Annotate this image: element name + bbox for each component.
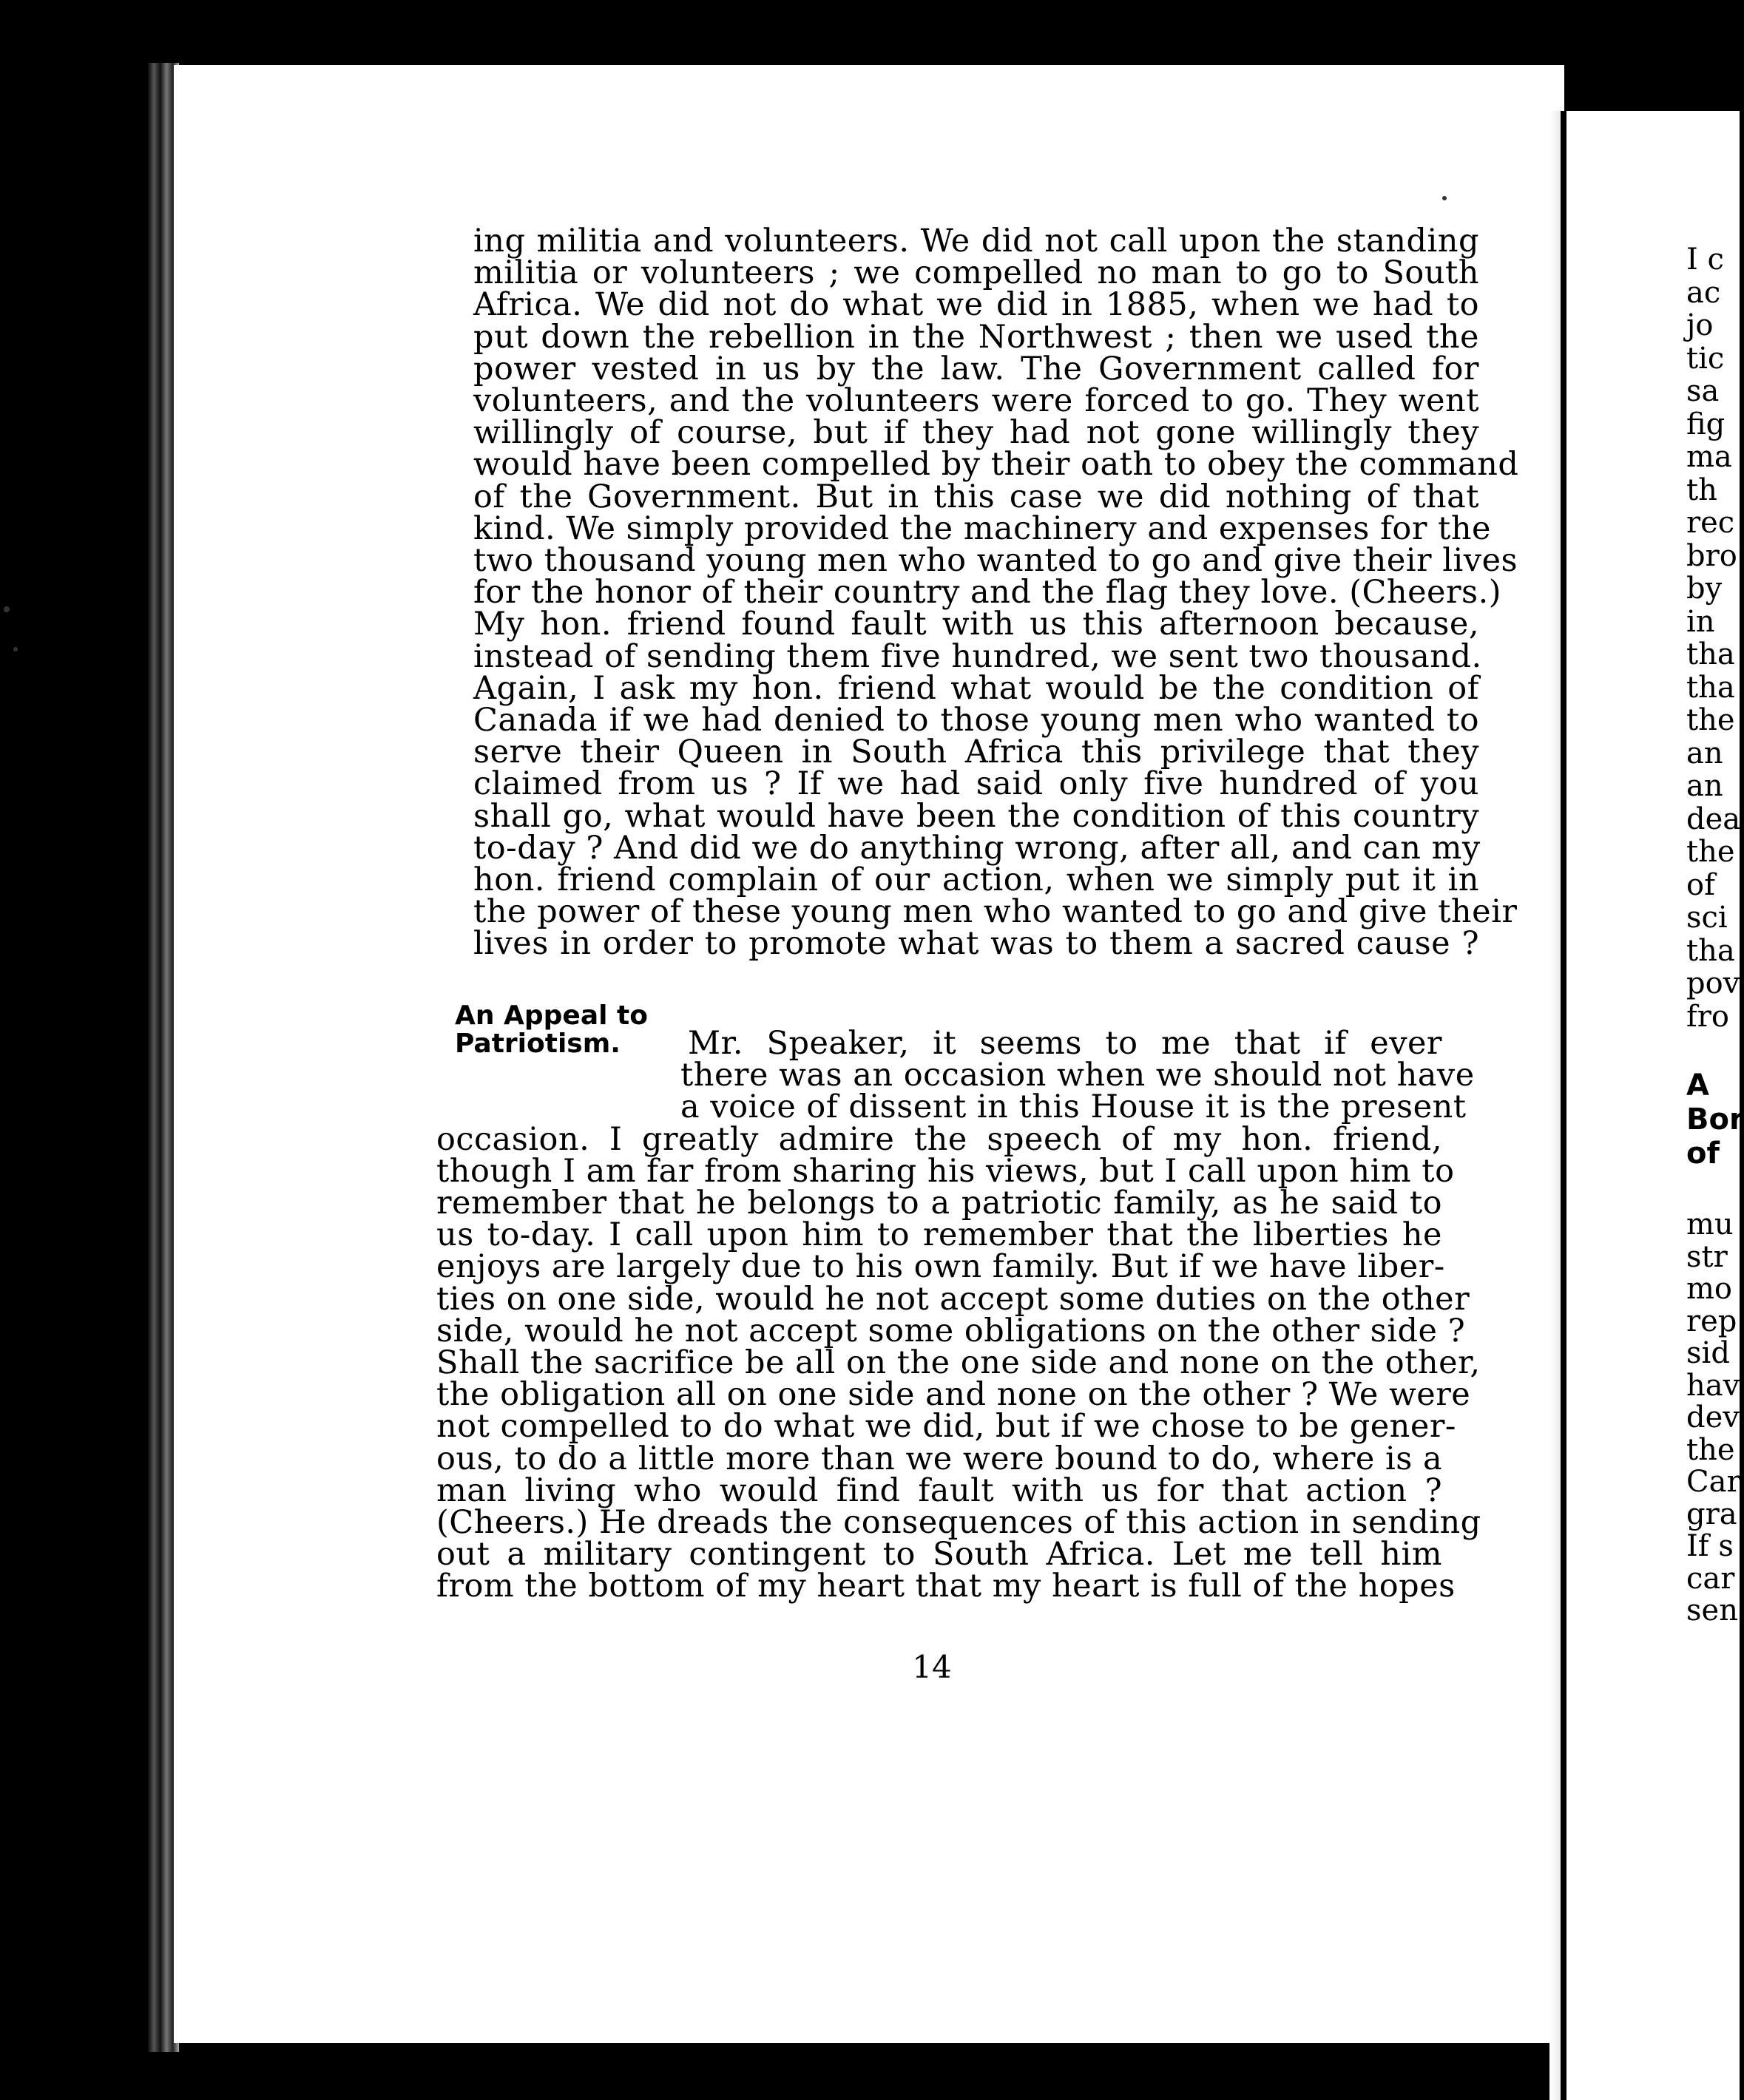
- text-line: occasion. I greatly admire the speech of my hon. friend,: [436, 1120, 1442, 1158]
- scan-speck: [13, 647, 18, 651]
- adjacent-text-fragment: th: [1686, 472, 1717, 507]
- adjacent-text-fragment: fig: [1686, 407, 1726, 441]
- adjacent-text-fragment: the: [1686, 703, 1735, 737]
- text-line: ties on one side, would he not accept some duties on the other: [436, 1280, 1470, 1318]
- adjacent-text-fragment: rec: [1686, 506, 1735, 540]
- adjacent-text-fragment: rep: [1686, 1304, 1737, 1338]
- adjacent-heading-fragment: Bor: [1686, 1102, 1744, 1137]
- adjacent-text-fragment: sid: [1686, 1336, 1730, 1370]
- text-line: though I am far from sharing his views, but I call upon him to: [436, 1152, 1455, 1190]
- adjacent-text-fragment: dev: [1686, 1400, 1740, 1435]
- text-line: there was an occasion when we should not have: [680, 1057, 1475, 1094]
- text-line: willingly of course, but if they had not gone willingly they: [473, 414, 1479, 452]
- text-line: not compelled to do what we did, but if we chose to be gener-: [436, 1408, 1456, 1446]
- text-line: Africa. We did not do what we did in 1885, when we had to: [473, 286, 1479, 324]
- adjacent-text-fragment: bro: [1686, 538, 1737, 573]
- text-line: out a military contingent to South Africa. Let me tell him: [436, 1536, 1442, 1574]
- text-line: from the bottom of my heart that my heart is full of the hopes: [436, 1568, 1456, 1605]
- adjacent-text-fragment: tic: [1686, 341, 1725, 376]
- text-line: My hon. friend found fault with us this afternoon because,: [473, 606, 1479, 643]
- text-line: claimed from us ? If we had said only five hundred of you: [473, 765, 1479, 803]
- text-line: for the honor of their country and the flag they love. (Cheers.): [473, 574, 1502, 612]
- text-line: Shall the sacrifice be all on the one side and none on the other,: [436, 1344, 1481, 1382]
- text-line: militia or volunteers ; we compelled no man to go to South: [473, 254, 1479, 292]
- adjacent-text-fragment: pov: [1686, 966, 1740, 1000]
- text-line: Again, I ask my hon. friend what would be the condition of: [473, 669, 1479, 707]
- text-line: instead of sending them five hundred, we sent two thousand.: [473, 637, 1482, 675]
- adjacent-text-fragment: gra: [1686, 1497, 1737, 1531]
- adjacent-text-fragment: hav: [1686, 1368, 1740, 1403]
- text-line: kind. We simply provided the machinery and expenses for the: [473, 509, 1491, 547]
- text-line: ous, to do a little more than we were bound to do, where is a: [436, 1440, 1443, 1477]
- text-line: would have been compelled by their oath to obey the command: [473, 446, 1519, 484]
- margin-heading-line-1: An Appeal to: [455, 1000, 648, 1031]
- adjacent-text-fragment: I c: [1686, 243, 1724, 277]
- text-line: a voice of dissent in this House it is the present: [680, 1088, 1467, 1126]
- adjacent-text-fragment: the: [1686, 835, 1735, 869]
- adjacent-text-fragment: ma: [1686, 440, 1732, 474]
- text-line: shall go, what would have been the condition of this country: [473, 797, 1479, 835]
- adjacent-text-fragment: ac: [1686, 275, 1721, 310]
- text-line: Mr. Speaker, it seems to me that if ever: [688, 1025, 1442, 1062]
- paragraph-continued: [473, 223, 1519, 963]
- text-line: hon. friend complain of our action, when we simply put it in: [473, 861, 1479, 899]
- text-line: put down the rebellion in the Northwest ; then we used the: [473, 318, 1479, 356]
- adjacent-text-fragment: dea: [1686, 802, 1741, 836]
- text-line: man living who would find fault with us for that action ?: [436, 1471, 1442, 1509]
- text-line: the obligation all on one side and none on the other ? We were: [436, 1376, 1471, 1414]
- scan-left-margin: [0, 0, 159, 2100]
- adjacent-text-fragment: str: [1686, 1239, 1728, 1274]
- adjacent-text-fragment: mu: [1686, 1208, 1734, 1242]
- text-line: side, would he not accept some obligations on the other side ?: [436, 1312, 1466, 1349]
- adjacent-text-fragment: fro: [1686, 999, 1730, 1034]
- text-line: to-day ? And did we do anything wrong, after all, and can my: [473, 829, 1481, 867]
- adjacent-text-fragment: of: [1686, 867, 1715, 902]
- text-line: remember that he belongs to a patriotic family, as he said to: [436, 1185, 1442, 1222]
- adjacent-text-fragment: car: [1686, 1561, 1735, 1596]
- adjacent-heading-fragment: A: [1686, 1068, 1709, 1102]
- text-line: lives in order to promote what was to them a sacred cause ?: [473, 925, 1479, 963]
- text-line: us to-day. I call upon him to remember that the liberties he: [436, 1216, 1442, 1254]
- adjacent-heading-fragment: of: [1686, 1137, 1720, 1171]
- adjacent-text-fragment: tha: [1686, 933, 1735, 968]
- page-number: 14: [912, 1649, 952, 1685]
- adjacent-text-fragment: sen: [1686, 1593, 1738, 1628]
- text-line: the power of these young men who wanted to go and give their: [473, 893, 1518, 931]
- adjacent-text-fragment: sa: [1686, 374, 1720, 408]
- text-line: volunteers, and the volunteers were forced to go. They went: [473, 382, 1479, 420]
- text-line: power vested in us by the law. The Government called for: [473, 350, 1479, 387]
- adjacent-text-fragment: mo: [1686, 1272, 1733, 1306]
- adjacent-text-fragment: the: [1686, 1432, 1735, 1467]
- adjacent-text-fragment: by: [1686, 572, 1723, 606]
- text-line: two thousand young men who wanted to go and give their lives: [473, 542, 1518, 580]
- text-line: serve their Queen in South Africa this privilege that they: [473, 734, 1479, 771]
- adjacent-text-fragment: jo: [1686, 308, 1714, 342]
- adjacent-text-fragment: tha: [1686, 670, 1735, 705]
- text-line: Canada if we had denied to those young men who wanted to: [473, 702, 1479, 739]
- adjacent-text-fragment: in: [1686, 604, 1715, 639]
- scan-speck: [4, 606, 10, 612]
- adjacent-text-fragment: If s: [1686, 1529, 1734, 1563]
- text-line: (Cheers.) He dreads the consequences of this action in sending: [436, 1504, 1481, 1542]
- adjacent-text-fragment: an: [1686, 736, 1723, 770]
- text-line: of the Government. But in this case we did nothing of that: [473, 478, 1479, 515]
- adjacent-text-fragment: sci: [1686, 901, 1728, 935]
- scan-speck: [1442, 196, 1447, 200]
- adjacent-text-fragment: Car: [1686, 1465, 1741, 1499]
- paragraph-appeal: [436, 1025, 1481, 1605]
- text-line: ing militia and volunteers. We did not call upon the standing: [473, 223, 1479, 260]
- margin-heading-line-2: Patriotism.: [455, 1029, 621, 1059]
- text-line: enjoys are largely due to his own family. But if we have liber-: [436, 1248, 1445, 1286]
- adjacent-text-fragment: an: [1686, 769, 1723, 803]
- adjacent-text-fragment: tha: [1686, 637, 1735, 671]
